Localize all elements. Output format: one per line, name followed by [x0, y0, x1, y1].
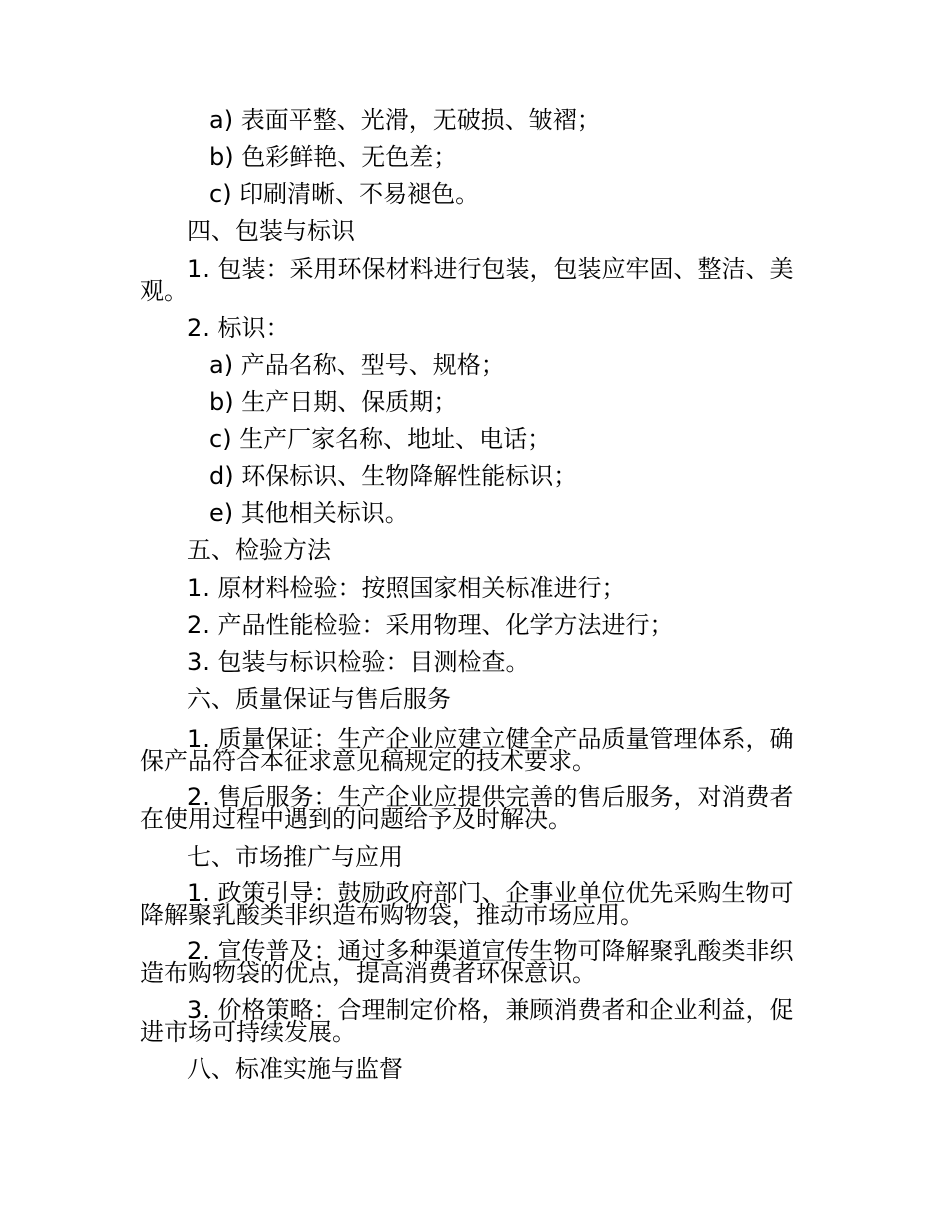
- section-heading-quality: 六、质量保证与售后服务: [187, 685, 451, 713]
- list-item-d-eco-label: d) 环保标识、生物降解性能标识；: [209, 462, 578, 490]
- list-item-b-production-date: b) 生产日期、保质期；: [209, 388, 458, 416]
- paragraph-publicity: 2. 宣传普及：通过多种渠道宣传生物可降解聚乳酸类非织造布购物袋的优点，提高消费者环保意识。: [140, 937, 794, 987]
- list-item-c-printing: c) 印刷清晰、不易褪色。: [209, 180, 480, 208]
- item-raw-material-inspection: 1. 原材料检验：按照国家相关标准进行；: [187, 574, 626, 602]
- section-heading-implementation: 八、标准实施与监督: [187, 1055, 403, 1083]
- paragraph-packaging: 1. 包装：采用环保材料进行包装，包装应牢固、整洁、美观。: [140, 255, 794, 305]
- paragraph-policy-guidance: 1. 政策引导：鼓励政府部门、企事业单位优先采购生物可降解聚乳酸类非织造布购物袋，推动市场应用。: [140, 879, 794, 929]
- item-packaging-inspection: 3. 包装与标识检验：目测检查。: [187, 648, 530, 676]
- list-item-c-manufacturer: c) 生产厂家名称、地址、电话；: [209, 425, 552, 453]
- list-item-a-product-name: a) 产品名称、型号、规格；: [209, 351, 505, 379]
- paragraph-quality-assurance: 1. 质量保证：生产企业应建立健全产品质量管理体系，确保产品符合本征求意见稿规定的技术要求。: [140, 725, 794, 775]
- section-heading-inspection: 五、检验方法: [187, 536, 331, 564]
- list-item-b-color: b) 色彩鲜艳、无色差；: [209, 143, 458, 171]
- list-item-e-other-labels: e) 其他相关标识。: [209, 499, 409, 527]
- section-heading-market: 七、市场推广与应用: [187, 843, 403, 871]
- item-performance-inspection: 2. 产品性能检验：采用物理、化学方法进行；: [187, 611, 674, 639]
- paragraph-after-sales: 2. 售后服务：生产企业应提供完善的售后服务，对消费者在使用过程中遇到的问题给予及时解决。: [140, 783, 794, 833]
- list-item-a-surface: a) 表面平整、光滑，无破损、皱褶；: [209, 106, 601, 134]
- item-labeling: 2. 标识：: [187, 314, 290, 342]
- paragraph-pricing: 3. 价格策略：合理制定价格，兼顾消费者和企业利益，促进市场可持续发展。: [140, 996, 794, 1046]
- section-heading-packaging: 四、包装与标识: [187, 217, 355, 245]
